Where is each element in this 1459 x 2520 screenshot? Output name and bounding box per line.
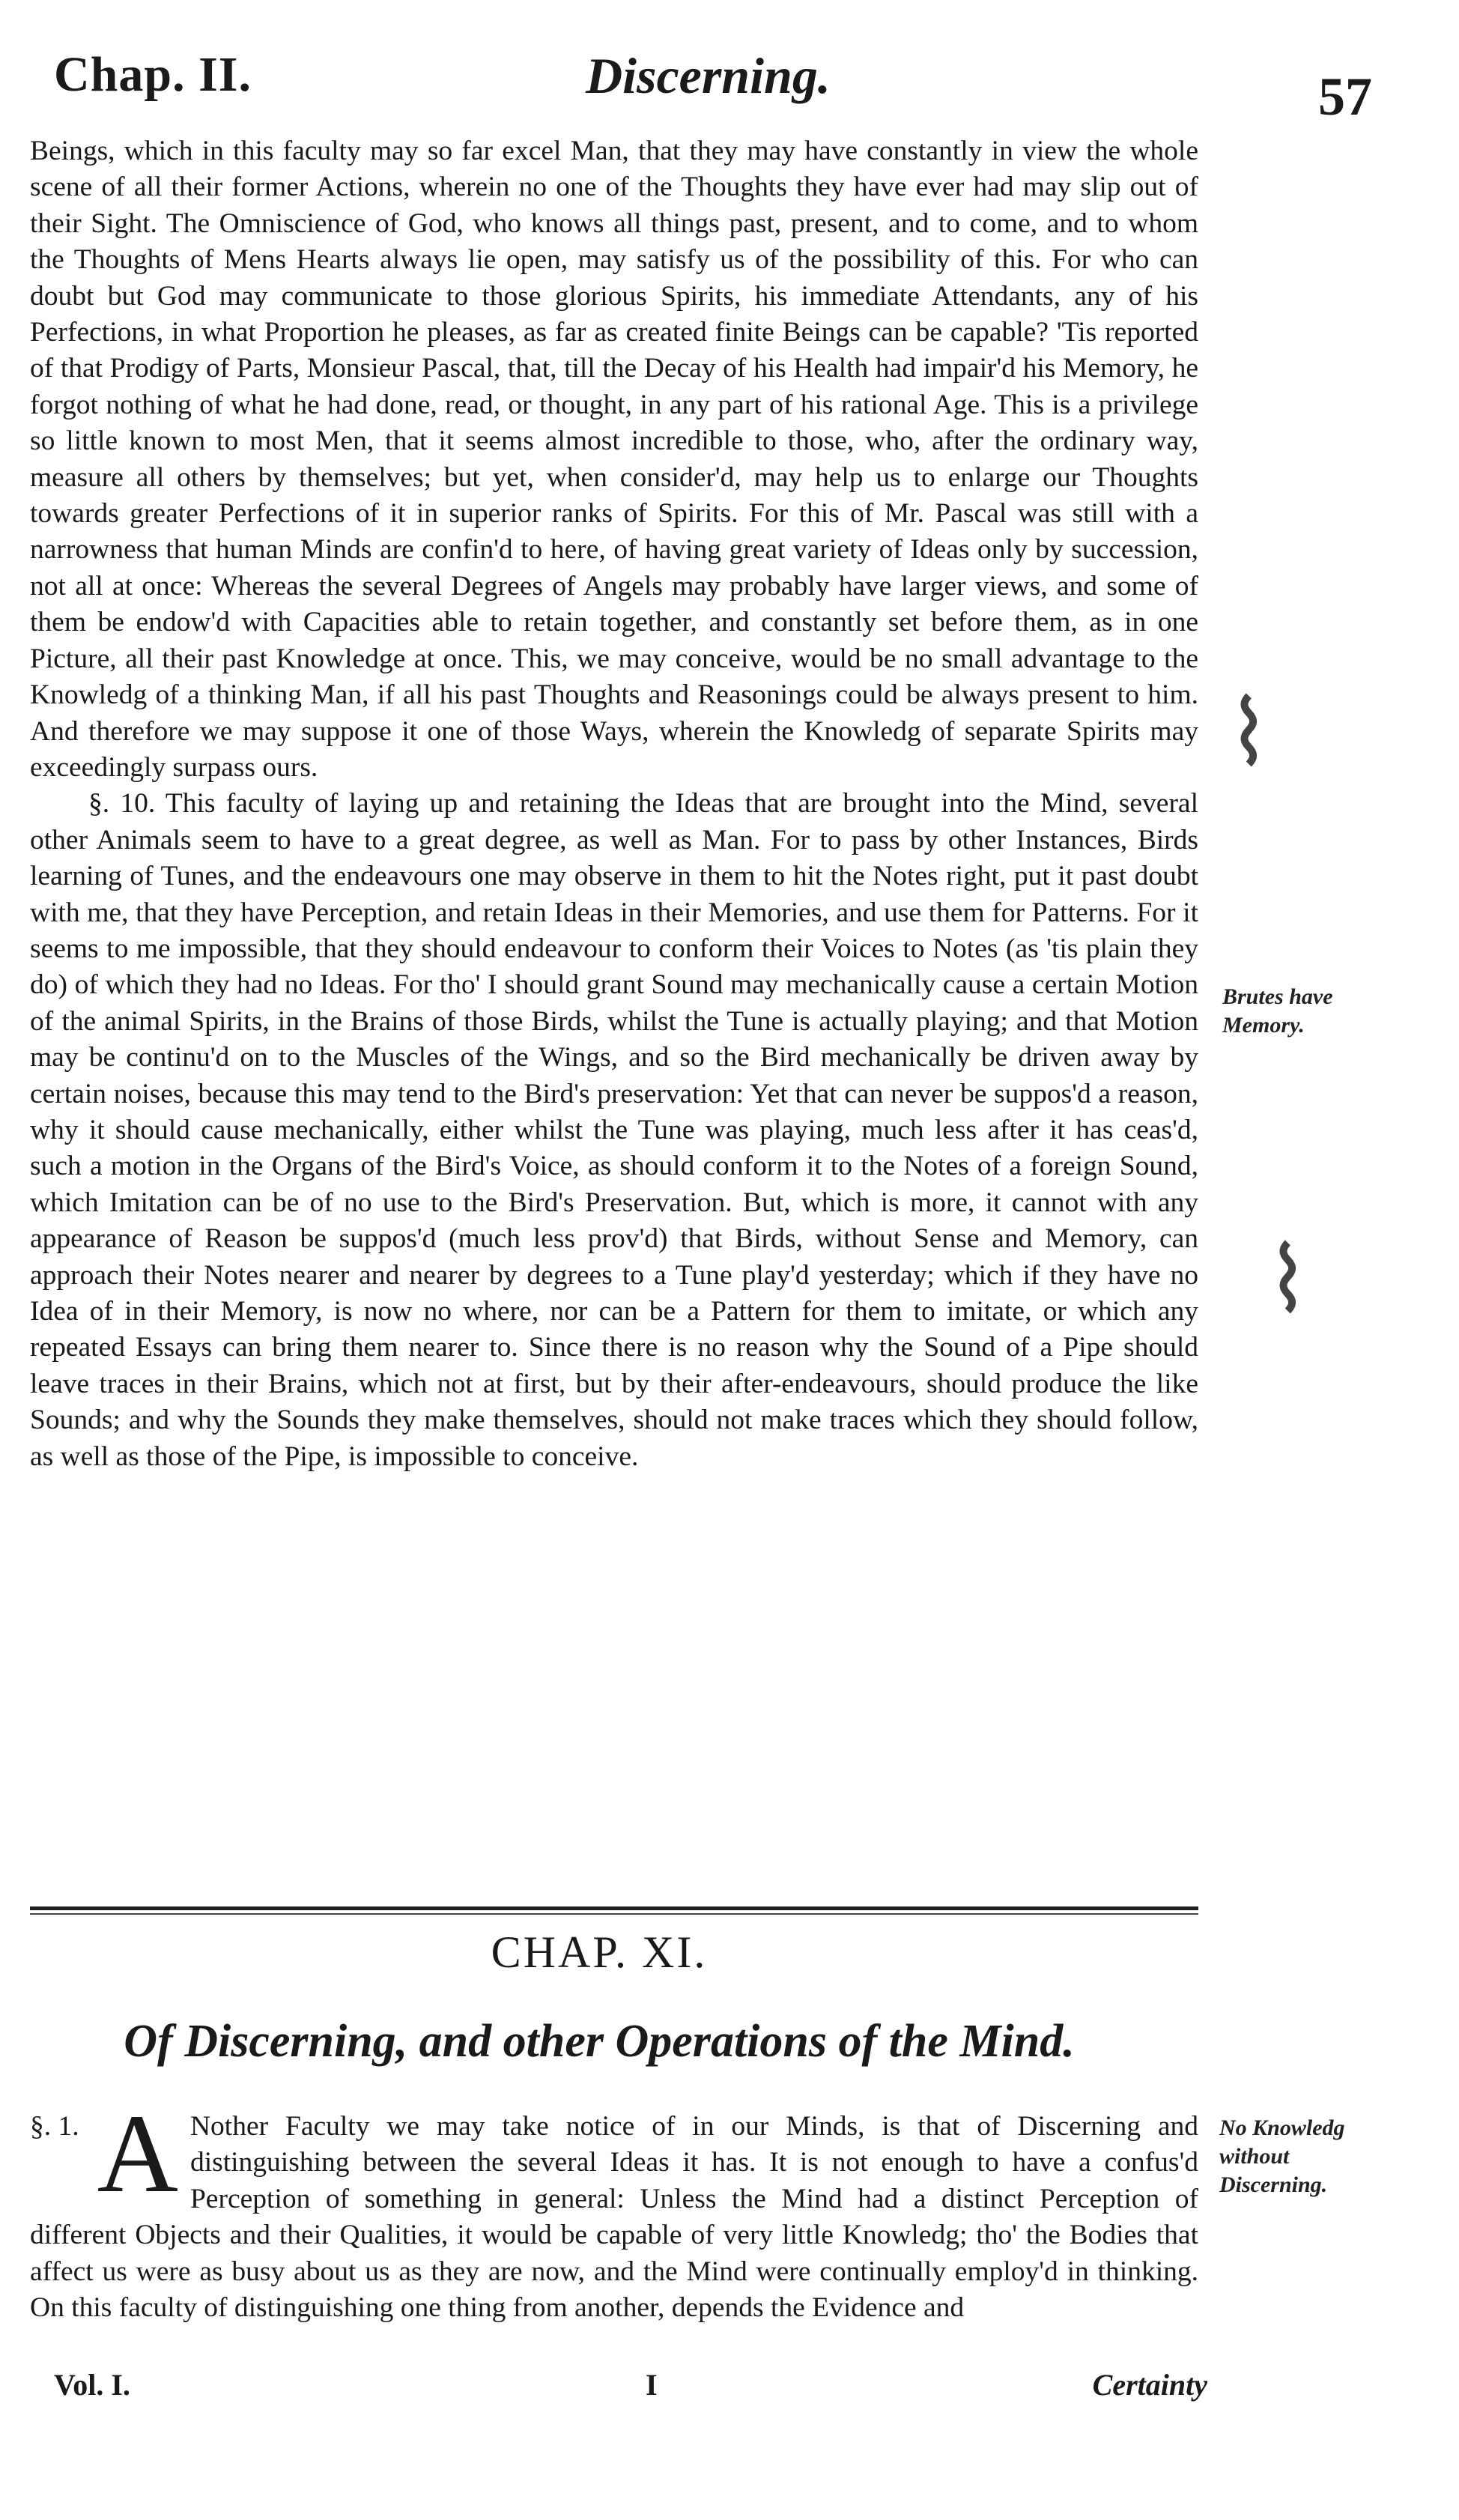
running-header xyxy=(54,46,1372,129)
drop-capital: A xyxy=(97,2092,178,2216)
footer-catchword: Certainty xyxy=(1092,2368,1207,2402)
paragraph-pascal: Beings, which in this faculty may so far excel Man, that they may have constantly in view the whole scene of all their former Actions, wherein no one of the Thoughts they have ever had may slip out of their Sight. The Omniscience of God, who knows all things past, present, and to come, and to whom the Thoughts of Mens Hearts always lie open, may satisfy us of the possibility of this. For who can doubt but God may communicate to those glorious Spirits, his immediate Attendants, any of his Perfections, in what Proportion he pleases, as far as created finite Beings can be capable? 'Tis reported of that Prodigy of Parts, Monsieur Pascal, that, till the Decay of his Health had impair'd his Memory, he forgot nothing of what he had done, read, or thought, in any part of his rational Age. This is a privilege so little known to most Men, that it seems almost incredible to those, who, after the ordinary way, measure all others by themselves; but yet, when consider'd, may help us to enlarge our Thoughts towards greater Perfections of it in superior ranks of Spirits. For this of Mr. Pascal was still with a narrowness that human Minds are confin'd to here, of having great variety of Ideas only by succession, not all at once: Whereas the several Degrees of Angels may probably have larger views, and some of them be endow'd with Capacities able to retain together, and constantly set before them, as in one Picture, all their past Knowledge at once. This, we may conceive, would be no small advantage to the Knowledg of a thinking Man, if all his past Thoughts and Reasonings could be always present to him. And therefore we may suppose it one of those Ways, wherein the Knowledg of separate Spirits may exceedingly surpass ours. xyxy=(30,136,1198,783)
pencil-mark: ⌇ xyxy=(1266,1229,1310,1333)
section-rule xyxy=(30,1906,1198,1910)
chapter-title: Of Discerning, and other Operations of the Mind. xyxy=(124,2016,1075,2067)
page-number: 57 xyxy=(1318,67,1372,127)
section-1-text: Nother Faculty we may take notice of in our Minds, is that of Discerning and distinguishing between the several Ideas it has. It is not enough to have a confus'd Perception of something in general: Unless the Mind had a distinct Perception of different Objects and their Qualities, it would be capable of very little Knowledg; tho' the Bodies that affect us were as busy about us as they are now, and the Mind were continually employ'd in thinking. On this faculty of distinguishing one thing from another, depends the Evidence and xyxy=(30,2111,1198,2324)
margin-note-brutes-have-memory: Brutes have Memory. xyxy=(1222,984,1333,1038)
page-footer xyxy=(54,2367,1207,2412)
main-text xyxy=(30,133,1198,1475)
header-title: Discerning. xyxy=(586,47,831,104)
chapter-number: CHAP. XI. xyxy=(491,1927,708,1977)
paragraph-section-10: §. 10. This faculty of laying up and retaining the Ideas that are brought into the Mind, several other Animals seem to have to a great degree, as well as Man. For to pass by other Instances, Birds learning of Tunes, and the endeavours one may observe in them to hit the Notes right, put it past doubt with me, that they have Perception, and retain Ideas in their Memories, and use them for Patterns. For it seems to me impossible, that they should endeavour to conform their Voices to Notes (as 'tis plain they do) of which they had no Ideas. For tho' I should grant Sound may mechanically cause a certain Motion of the animal Spirits, in the Brains of those Birds, whilst the Tune is actually playing; and that Motion may be continu'd on to the Muscles of the Wings, and so the Bird mechanically be driven away by certain noises, because this may tend to the Bird's preservation: Yet that can never be suppos'd a reason, why it should cause mechanically, either whilst the Tune was playing, much less after it has ceas'd, such a motion in the Organs of the Bird's Voice, as should conform it to the Notes of a foreign Sound, which Imitation can be of no use to the Bird's Preservation. But, which is more, it cannot with any appearance of Reason be suppos'd (much less prov'd) that Birds, without Sense and Memory, can approach their Notes nearer and nearer by degrees to a Tune play'd yesterday; which if they have no Idea of in their Memory, is now no where, nor can be a Pattern for them to imitate, or which any repeated Essays can bring them nearer to. Since there is no reason why the Sound of a Pipe should leave traces in their Brains, which not at first, but by their after-endeavours, should produce the like Sounds; and why the Sounds they make themselves, should not make traces which they should follow, as well as those of the Pipe, is impossible to conceive. xyxy=(30,788,1198,1472)
section-mark: §. 1. xyxy=(30,2111,79,2142)
chapter-xi-section-1 xyxy=(30,2092,1198,2326)
section-rule-thin xyxy=(30,1913,1198,1915)
margin-note-no-knowledg: No Knowledg without Discerning. xyxy=(1219,2115,1345,2197)
header-chapter: Chap. II. xyxy=(54,47,252,102)
pencil-mark: ⌇ xyxy=(1227,682,1271,786)
footer-signature: I xyxy=(646,2368,658,2402)
footer-volume: Vol. I. xyxy=(54,2368,130,2402)
